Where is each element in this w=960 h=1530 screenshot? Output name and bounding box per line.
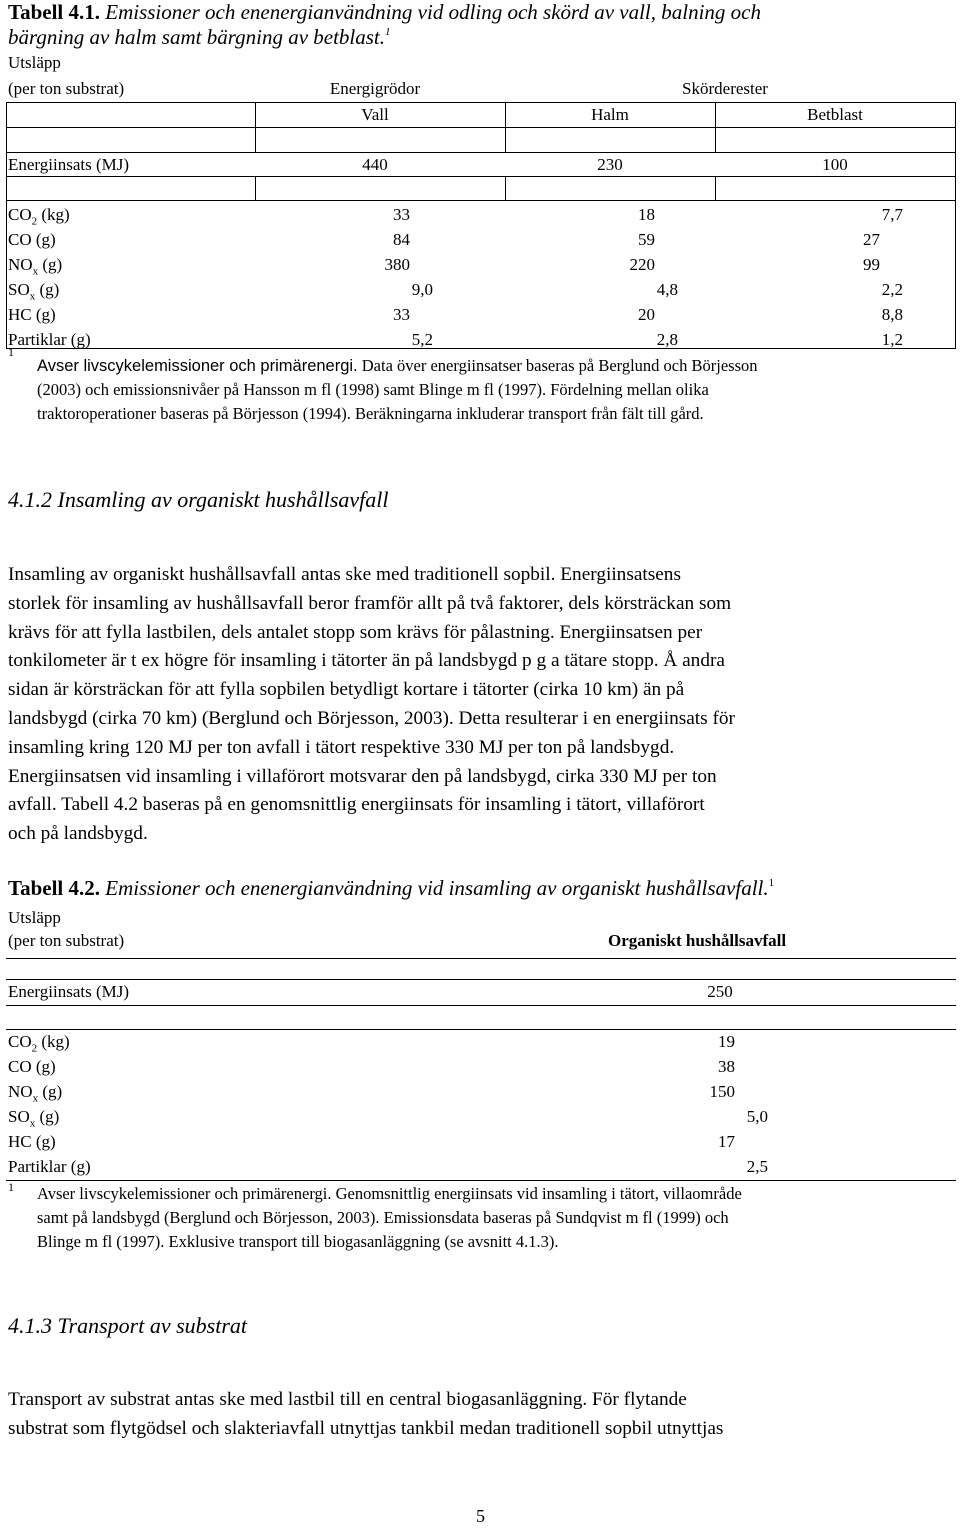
table1-cell-halm: 59	[638, 230, 655, 249]
table1-row-label-text: CO	[8, 205, 32, 224]
table1-cell-halm: 4,8	[656, 280, 678, 299]
table2-rule-4	[6, 1029, 956, 1030]
table1-row-label-text: CO (g)	[8, 230, 56, 249]
table2-rule-1	[6, 958, 956, 959]
paragraph-line: substrat som flytgödsel och slakteriavfall utnyttjas tankbil medan traditionell sopbil utnyttjas	[8, 1418, 724, 1439]
paragraph-line: Insamling av organiskt hushållsavfall antas ske med traditionell sopbil. Energiinsatsens	[8, 564, 681, 585]
table1-caption-line2	[8, 25, 391, 50]
table2-row-label-text: CO	[8, 1032, 32, 1051]
table1-row-label	[8, 255, 62, 277]
table1-col-divider-5	[505, 176, 506, 200]
table2-energy-value: 250	[707, 982, 733, 1001]
table2-cell-value: 2,5	[746, 1157, 768, 1176]
table1-cell-betblast: 1,2	[881, 330, 903, 349]
table1-footnote-mark: 1	[8, 345, 14, 359]
table1-cell-vall: 84	[393, 230, 410, 249]
table2-cell-value: 19	[718, 1032, 735, 1051]
table1-energy-vall: 440	[362, 155, 388, 174]
table1-col-vall: Vall	[361, 105, 389, 124]
table1-cell-vall: 33	[393, 305, 410, 324]
paragraph-line: Energiinsatsen vid insamling i villaförort motsvarar den på landsbygd, cirka 330 MJ per ton	[8, 765, 717, 787]
paragraph-line: tonkilometer är t ex högre för insamling i tätorter än på landsbygd p g a tätare stopp. Å andra	[8, 650, 725, 672]
table1-row-label	[8, 330, 91, 350]
table1-group-skorderester: Skörderester	[682, 79, 768, 98]
table2-row-label-text: Partiklar (g)	[8, 1157, 91, 1176]
section-412-heading: 4.1.2 Insamling av organiskt hushållsavfall	[8, 487, 389, 512]
table2-footnote-mark: 1	[8, 1180, 14, 1194]
table1-cell-halm: 18	[638, 205, 655, 224]
table1-row-label	[8, 205, 70, 227]
table1-group-energigrodor: Energigrödor	[329, 79, 421, 98]
table2-energy-label: Energiinsats (MJ)	[8, 982, 130, 1001]
table2-row-label-text: NO	[8, 1082, 33, 1101]
table1-cell-vall: 33	[393, 205, 410, 224]
table1-row-label-text: SO	[8, 280, 30, 299]
table2-footnote-line2: samt på landsbygd (Berglund och Börjesson, 2003). Emissionsdata baseras på Sundqvist m fl (1999) och	[37, 1208, 729, 1227]
table1-row-label	[8, 280, 59, 302]
table2-row-label	[8, 1057, 56, 1077]
page-number: 5	[476, 1506, 485, 1526]
table1-cell-vall: 5,2	[411, 330, 433, 349]
table1-col-divider-6	[715, 176, 716, 200]
table1-cell-vall: 9,0	[411, 280, 433, 299]
table2-cell-value: 38	[718, 1057, 735, 1076]
table1-cell-betblast: 8,8	[881, 305, 903, 324]
table2-cell-value: 5,0	[746, 1107, 768, 1126]
table1-rule-3	[6, 152, 956, 153]
paragraph-line: insamling kring 120 MJ per ton avfall i tätort respektive 330 MJ per ton på landsbygd.	[8, 736, 675, 758]
table1-energy-label: Energiinsats (MJ)	[8, 155, 130, 174]
table1-row-label-text: NO	[8, 255, 33, 274]
table1-cell-betblast: 99	[863, 255, 880, 274]
table2-footnote-line3: Blinge m fl (1997). Exklusive transport till biogasanläggning (se avsnitt 4.1.3).	[37, 1232, 559, 1251]
table1-rule-5	[6, 200, 956, 201]
table1-row-label-unit: (kg)	[37, 205, 70, 224]
table1-header-per-ton: (per ton substrat)	[8, 79, 125, 98]
table2-row-label	[8, 1157, 91, 1177]
table2-rule-3	[6, 1005, 956, 1006]
paragraph-line: krävs för att fylla lastbilen, dels antalet stopp som krävs för pålastning. Energiinsatsen per	[8, 621, 703, 643]
table2-row-label-sub: x	[32, 1092, 39, 1105]
table2-row-label-unit: (g)	[35, 1107, 60, 1126]
table1-footnote-line1	[37, 356, 758, 376]
table1-cell-halm: 20	[638, 305, 655, 324]
table1-caption	[8, 0, 761, 25]
table2-header-per-ton: (per ton substrat)	[8, 931, 125, 950]
table2-header-utslapp: Utsläpp	[8, 908, 61, 927]
table1-row-label-sub: x	[29, 290, 36, 303]
table1-col-divider-4	[255, 176, 256, 200]
paragraph-line: avfall. Tabell 4.2 baseras på en genomsnittlig energiinsats för insamling i tätort, villaförort	[8, 794, 705, 816]
table2-caption	[8, 876, 774, 901]
table1-cell-halm: 220	[629, 255, 655, 274]
paragraph-line: och på landsbygd.	[8, 823, 148, 845]
table2-row-label-text: HC (g)	[8, 1132, 56, 1151]
table2-cell-value: 17	[718, 1132, 735, 1151]
table2-row-label-text: CO (g)	[8, 1057, 56, 1076]
paragraph-line: sidan är körsträckan för att fylla sopbilen betydligt kortare i tätorter (cirka 10 km) än på	[8, 679, 685, 701]
table1-header-utslapp: Utsläpp	[8, 53, 61, 72]
table2-caption-text: Emissioner och enenergianvändning vid insamling av organiskt hushållsavfall.	[105, 876, 769, 900]
table2-row-label-text: SO	[8, 1107, 30, 1126]
table2-row-label-unit: (kg)	[37, 1032, 70, 1051]
table2-row-label	[8, 1082, 62, 1104]
table1-cell-vall: 380	[384, 255, 410, 274]
table1-energy-halm: 230	[597, 155, 623, 174]
table2-row-label-unit: (g)	[38, 1082, 63, 1101]
table2-rule-2	[6, 979, 956, 980]
table1-rule-2	[6, 127, 956, 128]
table1-row-label-sub: 2	[31, 215, 38, 228]
paragraph-line: landsbygd (cirka 70 km) (Berglund och Börjesson, 2003). Detta resulterar i en energiinsats för	[8, 707, 735, 729]
table2-row-label-sub: 2	[31, 1042, 38, 1055]
table2-row-label	[8, 1132, 56, 1152]
table1-caption-label: Tabell 4.1.	[8, 0, 100, 24]
section-413-paragraph	[8, 1385, 723, 1443]
table1-caption-text: Emissioner och enenergianvändning vid odling och skörd av vall, balning och	[105, 0, 761, 24]
table1-grid	[6, 102, 956, 349]
table2-caption-sup: 1	[768, 877, 775, 889]
table1-row-label	[8, 230, 56, 250]
table1-row-label-text: Partiklar (g)	[8, 330, 91, 349]
table1-caption-text2: bärgning av halm samt bärgning av betblast.	[8, 25, 386, 49]
table2-cell-value: 150	[709, 1082, 735, 1101]
table1-row-label	[8, 305, 56, 325]
paragraph-line: Transport av substrat antas ske med lastbil till en central biogasanläggning. För flytande	[8, 1389, 687, 1410]
table2-col-header: Organiskt hushållsavfall	[608, 931, 787, 950]
table1-row-label-unit: (g)	[38, 255, 63, 274]
table1-caption-sup: 1	[385, 26, 391, 38]
table1-cell-betblast: 27	[863, 230, 880, 249]
table1-energy-betblast: 100	[822, 155, 848, 174]
table1-col-halm: Halm	[591, 105, 629, 124]
section-412-paragraph	[8, 561, 958, 849]
table2-bottom-rule	[6, 1180, 956, 1181]
table1-cell-betblast: 2,2	[881, 280, 903, 299]
table1-rule-4	[6, 176, 956, 177]
table2-row-label	[8, 1107, 59, 1129]
table1-row-label-text: HC (g)	[8, 305, 56, 324]
table2-row-label	[8, 1032, 70, 1054]
table1-col-betblast: Betblast	[807, 105, 863, 124]
table2-row-label-sub: x	[29, 1117, 36, 1130]
table2-footnote-line1: Avser livscykelemissioner och primärenergi. Genomsnittlig energiinsats vid insamling i tätort, villaområde	[37, 1184, 742, 1203]
table1-cell-halm: 2,8	[656, 330, 678, 349]
table1-cell-betblast: 7,7	[881, 205, 903, 224]
paragraph-line: storlek för insamling av hushållsavfall beror framför allt på två faktorer, dels körsträckan som	[8, 592, 732, 614]
table1-footnote-line1a: Avser livscykelemissioner och primärenergi.	[37, 357, 358, 375]
table2-caption-label: Tabell 4.2.	[8, 876, 100, 900]
table1-row-label-unit: (g)	[35, 280, 60, 299]
table1-footnote-line1b: Data över energiinsatser baseras på Berglund och Börjesson	[361, 356, 758, 375]
table1-row-label-sub: x	[32, 265, 39, 278]
table1-footnote-line3: traktoroperationer baseras på Börjesson (1994). Beräkningarna inkluderar transport från fält till gård.	[37, 404, 704, 423]
table1-footnote-line2: (2003) och emissionsnivåer på Hansson m fl (1998) samt Blinge m fl (1997). Fördelning mellan olika	[37, 380, 709, 399]
section-413-heading: 4.1.3 Transport av substrat	[8, 1313, 247, 1338]
